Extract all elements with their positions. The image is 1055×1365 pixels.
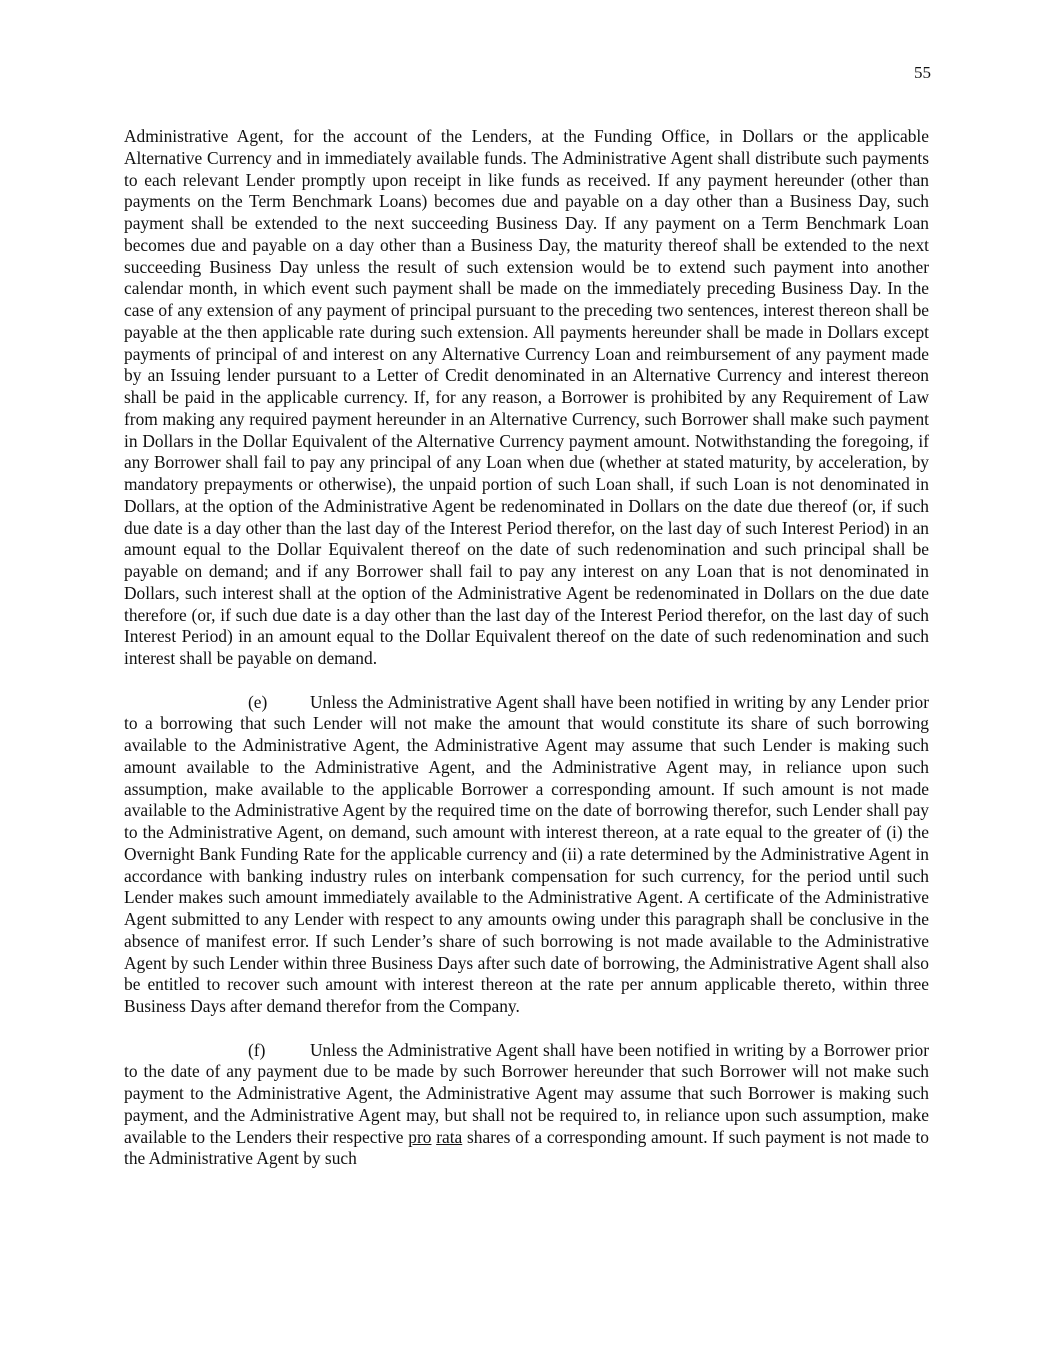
page-number: 55 [914,63,931,82]
underlined-term-pro: pro [408,1126,432,1147]
paragraph-text: Administrative Agent, for the account of the Lenders, at the Funding Office, in Dollars or the applicable Alternative Currency and in immediately available funds. The Administrative Agent shall distribute such payments to each relevant Lender promptly upon receipt in like funds as received. If any payment hereunder (other than payments on the Term Benchmark Loans) becomes due and payable on a day other than a Business Day, such payment shall be extended to the next succeeding Business Day. If any payment on a Term Benchmark Loan becomes due and payable on a day other than a Business Day, the maturity thereof shall be extended to the next succeeding Business Day unless the result of such extension would be to extend such payment into another calendar month, in which event such payment shall be made on the immediately preceding Business Day. In the case of any extension of any payment of principal pursuant to the preceding two sentences, interest thereon shall be payable at the then applicable rate during such extension. All payments hereunder shall be made in Dollars except payments of principal of and interest on any Alternative Currency Loan and reimbursement of any payment made by an Issuing lender pursuant to a Letter of Credit denominated in an Alternative Currency and interest thereon shall be paid in the applicable currency. If, for any reason, a Borrower is prohibited by any Requirement of Law from making any required payment hereunder in an Alternative Currency, such Borrower shall make such payment in Dollars in the Dollar Equivalent of the Alternative Currency payment amount. Notwithstanding the foregoing, if any Borrower shall fail to pay any principal of any Loan when due (whether at stated maturity, by acceleration, by mandatory prepayments or otherwise), the unpaid portion of such Loan shall, if such Loan is not denominated in Dollars, at the option of the Administrative Agent be redenominated in Dollars on the date due thereof (or, if such due date is a day other than the last day of the Interest Period therefor, on the last day of such Interest Period) in an amount equal to the Dollar Equivalent thereof on the date of such redenomination and such principal shall be payable on demand; and if any Borrower shall fail to pay any interest on any Loan that is not denominated in Dollars, such interest shall at the option of the Administrative Agent be redenominated in Dollars on the due date therefore (or, if such due date is a day other than the last day of the Interest Period therefor, on the last day of such Interest Period) in an amount equal to the Dollar Equivalent thereof on the date of such redenomination and such interest shall be payable on demand. [124,126,929,668]
underlined-term-rata: rata [436,1126,463,1147]
paragraph-label: (e) [248,691,268,712]
document-body [124,126,929,1170]
paragraph-continuation [124,126,929,670]
paragraph-text-continued: shares of a corresponding amount. If such payment is not made to the Administrative Agent by such [124,1126,929,1169]
paragraph-f [124,1040,929,1171]
paragraph-text: Unless the Administrative Agent shall have been notified in writing by any Lender prior to a borrowing that such Lender will not make the amount that would constitute its share of such borrowing available to the Administrative Agent, the Administrative Agent may assume that such Lender is making such amount available to the Administrative Agent, and the Administrative Agent may, in reliance upon such assumption, make available to the applicable Borrower a corresponding amount. If such amount is not made available to the Administrative Agent by the required time on the date of borrowing therefor, such Lender shall pay to the Administrative Agent, on demand, such amount with interest thereon, at a rate equal to the greater of (i) the Overnight Bank Funding Rate for the applicable currency and (ii) a rate determined by the Administrative Agent in accordance with banking industry rules on interbank compensation for such currency, for the period until such Lender makes such amount immediately available to the Administrative Agent. A certificate of the Administrative Agent submitted to any Lender with respect to any amounts owing under this paragraph shall be conclusive in the absence of manifest error. If such Lender’s share of such borrowing is not made available to the Administrative Agent by such Lender within three Business Days after such date of borrowing, the Administrative Agent shall also be entitled to recover such amount with interest thereon at the rate per annum applicable thereto, within three Business Days after demand therefor from the Company. [124,691,929,1016]
paragraph-label: (f) [248,1039,266,1060]
paragraph-text: Unless the Administrative Agent shall have been notified in writing by a Borrower prior to the date of any payment due to be made by such Borrower hereunder that such Borrower will not make such payment to the Administrative Agent, the Administrative Agent may assume that such Borrower is making such payment, and the Administrative Agent may, but shall not be required to, in reliance upon such assumption, make available to the Lenders their respective [124,1039,929,1147]
paragraph-e [124,692,929,1018]
